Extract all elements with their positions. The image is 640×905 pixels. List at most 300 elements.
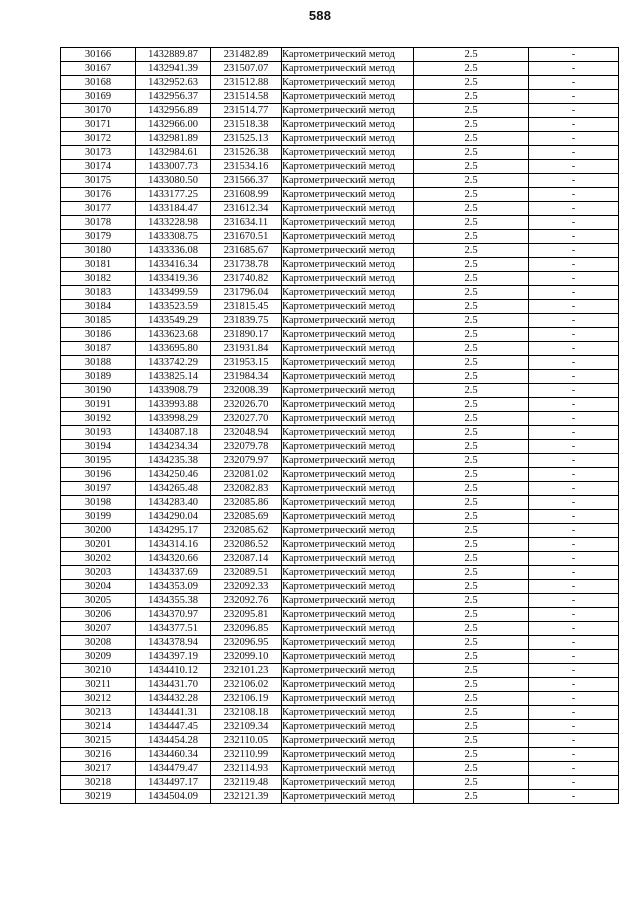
accuracy-cell: 2.5 xyxy=(414,720,529,734)
table-row xyxy=(61,118,619,132)
extra-cell: - xyxy=(529,664,619,678)
accuracy-cell: 2.5 xyxy=(414,48,529,62)
extra-cell: - xyxy=(529,286,619,300)
extra-cell: - xyxy=(529,342,619,356)
x-coordinate-cell: 1433695.80 xyxy=(136,342,211,356)
extra-cell: - xyxy=(529,426,619,440)
method-cell: Картометрический метод xyxy=(282,132,414,146)
point-number-cell: 30176 xyxy=(61,188,136,202)
accuracy-cell: 2.5 xyxy=(414,692,529,706)
method-cell: Картометрический метод xyxy=(282,300,414,314)
y-coordinate-cell: 232099.10 xyxy=(211,650,282,664)
x-coordinate-cell: 1433419.36 xyxy=(136,272,211,286)
y-coordinate-cell: 231634.11 xyxy=(211,216,282,230)
point-number-cell: 30202 xyxy=(61,552,136,566)
x-coordinate-cell: 1434265.48 xyxy=(136,482,211,496)
method-cell: Картометрический метод xyxy=(282,678,414,692)
accuracy-cell: 2.5 xyxy=(414,566,529,580)
y-coordinate-cell: 232121.39 xyxy=(211,790,282,804)
accuracy-cell: 2.5 xyxy=(414,188,529,202)
extra-cell: - xyxy=(529,748,619,762)
extra-cell: - xyxy=(529,48,619,62)
extra-cell: - xyxy=(529,496,619,510)
point-number-cell: 30169 xyxy=(61,90,136,104)
accuracy-cell: 2.5 xyxy=(414,328,529,342)
accuracy-cell: 2.5 xyxy=(414,202,529,216)
x-coordinate-cell: 1433336.08 xyxy=(136,244,211,258)
table-row xyxy=(61,132,619,146)
table-row xyxy=(61,202,619,216)
extra-cell: - xyxy=(529,174,619,188)
y-coordinate-cell: 232048.94 xyxy=(211,426,282,440)
method-cell: Картометрический метод xyxy=(282,230,414,244)
method-cell: Картометрический метод xyxy=(282,342,414,356)
extra-cell: - xyxy=(529,62,619,76)
x-coordinate-cell: 1434447.45 xyxy=(136,720,211,734)
x-coordinate-cell: 1434497.17 xyxy=(136,776,211,790)
accuracy-cell: 2.5 xyxy=(414,104,529,118)
x-coordinate-cell: 1433228.98 xyxy=(136,216,211,230)
accuracy-cell: 2.5 xyxy=(414,384,529,398)
y-coordinate-cell: 232101.23 xyxy=(211,664,282,678)
method-cell: Картометрический метод xyxy=(282,790,414,804)
point-number-cell: 30199 xyxy=(61,510,136,524)
point-number-cell: 30204 xyxy=(61,580,136,594)
x-coordinate-cell: 1434314.16 xyxy=(136,538,211,552)
table-row xyxy=(61,510,619,524)
point-number-cell: 30184 xyxy=(61,300,136,314)
x-coordinate-cell: 1433825.14 xyxy=(136,370,211,384)
point-number-cell: 30181 xyxy=(61,258,136,272)
y-coordinate-cell: 231525.13 xyxy=(211,132,282,146)
x-coordinate-cell: 1432956.37 xyxy=(136,90,211,104)
coordinates-table-body xyxy=(61,48,619,804)
accuracy-cell: 2.5 xyxy=(414,748,529,762)
point-number-cell: 30203 xyxy=(61,566,136,580)
x-coordinate-cell: 1434353.09 xyxy=(136,580,211,594)
x-coordinate-cell: 1433993.88 xyxy=(136,398,211,412)
y-coordinate-cell: 231534.16 xyxy=(211,160,282,174)
table-row xyxy=(61,258,619,272)
extra-cell: - xyxy=(529,608,619,622)
table-row xyxy=(61,538,619,552)
x-coordinate-cell: 1433523.59 xyxy=(136,300,211,314)
y-coordinate-cell: 232106.02 xyxy=(211,678,282,692)
method-cell: Картометрический метод xyxy=(282,566,414,580)
y-coordinate-cell: 231738.78 xyxy=(211,258,282,272)
point-number-cell: 30205 xyxy=(61,594,136,608)
point-number-cell: 30213 xyxy=(61,706,136,720)
y-coordinate-cell: 231514.77 xyxy=(211,104,282,118)
extra-cell: - xyxy=(529,706,619,720)
extra-cell: - xyxy=(529,720,619,734)
accuracy-cell: 2.5 xyxy=(414,314,529,328)
table-row xyxy=(61,426,619,440)
table-row xyxy=(61,76,619,90)
point-number-cell: 30174 xyxy=(61,160,136,174)
accuracy-cell: 2.5 xyxy=(414,762,529,776)
point-number-cell: 30218 xyxy=(61,776,136,790)
x-coordinate-cell: 1433499.59 xyxy=(136,286,211,300)
method-cell: Картометрический метод xyxy=(282,748,414,762)
accuracy-cell: 2.5 xyxy=(414,440,529,454)
extra-cell: - xyxy=(529,104,619,118)
y-coordinate-cell: 231984.34 xyxy=(211,370,282,384)
extra-cell: - xyxy=(529,524,619,538)
y-coordinate-cell: 231796.04 xyxy=(211,286,282,300)
extra-cell: - xyxy=(529,538,619,552)
accuracy-cell: 2.5 xyxy=(414,552,529,566)
point-number-cell: 30216 xyxy=(61,748,136,762)
table-row xyxy=(61,524,619,538)
method-cell: Картометрический метод xyxy=(282,580,414,594)
x-coordinate-cell: 1434370.97 xyxy=(136,608,211,622)
table-row xyxy=(61,286,619,300)
x-coordinate-cell: 1432941.39 xyxy=(136,62,211,76)
extra-cell: - xyxy=(529,650,619,664)
point-number-cell: 30197 xyxy=(61,482,136,496)
table-row xyxy=(61,566,619,580)
accuracy-cell: 2.5 xyxy=(414,790,529,804)
table-row xyxy=(61,776,619,790)
method-cell: Картометрический метод xyxy=(282,524,414,538)
point-number-cell: 30182 xyxy=(61,272,136,286)
table-row xyxy=(61,412,619,426)
accuracy-cell: 2.5 xyxy=(414,370,529,384)
y-coordinate-cell: 231740.82 xyxy=(211,272,282,286)
x-coordinate-cell: 1434295.17 xyxy=(136,524,211,538)
table-row xyxy=(61,398,619,412)
accuracy-cell: 2.5 xyxy=(414,510,529,524)
accuracy-cell: 2.5 xyxy=(414,622,529,636)
method-cell: Картометрический метод xyxy=(282,496,414,510)
table-row xyxy=(61,440,619,454)
method-cell: Картометрический метод xyxy=(282,440,414,454)
extra-cell: - xyxy=(529,272,619,286)
accuracy-cell: 2.5 xyxy=(414,580,529,594)
method-cell: Картометрический метод xyxy=(282,510,414,524)
table-row xyxy=(61,328,619,342)
point-number-cell: 30186 xyxy=(61,328,136,342)
point-number-cell: 30188 xyxy=(61,356,136,370)
table-row xyxy=(61,650,619,664)
table-row xyxy=(61,608,619,622)
extra-cell: - xyxy=(529,230,619,244)
method-cell: Картометрический метод xyxy=(282,384,414,398)
y-coordinate-cell: 231670.51 xyxy=(211,230,282,244)
extra-cell: - xyxy=(529,216,619,230)
y-coordinate-cell: 231514.58 xyxy=(211,90,282,104)
table-row xyxy=(61,720,619,734)
accuracy-cell: 2.5 xyxy=(414,146,529,160)
table-row xyxy=(61,48,619,62)
table-row xyxy=(61,692,619,706)
extra-cell: - xyxy=(529,132,619,146)
accuracy-cell: 2.5 xyxy=(414,398,529,412)
extra-cell: - xyxy=(529,468,619,482)
y-coordinate-cell: 232114.93 xyxy=(211,762,282,776)
point-number-cell: 30187 xyxy=(61,342,136,356)
point-number-cell: 30198 xyxy=(61,496,136,510)
extra-cell: - xyxy=(529,482,619,496)
method-cell: Картометрический метод xyxy=(282,258,414,272)
x-coordinate-cell: 1434337.69 xyxy=(136,566,211,580)
extra-cell: - xyxy=(529,454,619,468)
y-coordinate-cell: 232092.33 xyxy=(211,580,282,594)
x-coordinate-cell: 1434378.94 xyxy=(136,636,211,650)
x-coordinate-cell: 1432956.89 xyxy=(136,104,211,118)
method-cell: Картометрический метод xyxy=(282,734,414,748)
accuracy-cell: 2.5 xyxy=(414,90,529,104)
y-coordinate-cell: 231815.45 xyxy=(211,300,282,314)
table-row xyxy=(61,790,619,804)
x-coordinate-cell: 1432981.89 xyxy=(136,132,211,146)
point-number-cell: 30209 xyxy=(61,650,136,664)
x-coordinate-cell: 1434235.38 xyxy=(136,454,211,468)
extra-cell: - xyxy=(529,580,619,594)
accuracy-cell: 2.5 xyxy=(414,272,529,286)
x-coordinate-cell: 1433177.25 xyxy=(136,188,211,202)
table-row xyxy=(61,762,619,776)
method-cell: Картометрический метод xyxy=(282,706,414,720)
point-number-cell: 30167 xyxy=(61,62,136,76)
x-coordinate-cell: 1434397.19 xyxy=(136,650,211,664)
x-coordinate-cell: 1434355.38 xyxy=(136,594,211,608)
table-row xyxy=(61,174,619,188)
accuracy-cell: 2.5 xyxy=(414,454,529,468)
x-coordinate-cell: 1433623.68 xyxy=(136,328,211,342)
point-number-cell: 30200 xyxy=(61,524,136,538)
coordinates-table xyxy=(60,47,619,804)
accuracy-cell: 2.5 xyxy=(414,734,529,748)
point-number-cell: 30208 xyxy=(61,636,136,650)
accuracy-cell: 2.5 xyxy=(414,594,529,608)
point-number-cell: 30196 xyxy=(61,468,136,482)
accuracy-cell: 2.5 xyxy=(414,118,529,132)
x-coordinate-cell: 1434441.31 xyxy=(136,706,211,720)
table-row xyxy=(61,622,619,636)
accuracy-cell: 2.5 xyxy=(414,160,529,174)
table-row xyxy=(61,748,619,762)
extra-cell: - xyxy=(529,370,619,384)
point-number-cell: 30217 xyxy=(61,762,136,776)
table-row xyxy=(61,636,619,650)
y-coordinate-cell: 232119.48 xyxy=(211,776,282,790)
accuracy-cell: 2.5 xyxy=(414,482,529,496)
extra-cell: - xyxy=(529,118,619,132)
extra-cell: - xyxy=(529,776,619,790)
x-coordinate-cell: 1434454.28 xyxy=(136,734,211,748)
y-coordinate-cell: 232108.18 xyxy=(211,706,282,720)
x-coordinate-cell: 1433908.79 xyxy=(136,384,211,398)
extra-cell: - xyxy=(529,258,619,272)
method-cell: Картометрический метод xyxy=(282,776,414,790)
table-row xyxy=(61,496,619,510)
accuracy-cell: 2.5 xyxy=(414,244,529,258)
extra-cell: - xyxy=(529,188,619,202)
extra-cell: - xyxy=(529,412,619,426)
x-coordinate-cell: 1434460.34 xyxy=(136,748,211,762)
method-cell: Картометрический метод xyxy=(282,356,414,370)
x-coordinate-cell: 1434290.04 xyxy=(136,510,211,524)
extra-cell: - xyxy=(529,160,619,174)
table-row xyxy=(61,370,619,384)
accuracy-cell: 2.5 xyxy=(414,636,529,650)
method-cell: Картометрический метод xyxy=(282,468,414,482)
x-coordinate-cell: 1433998.29 xyxy=(136,412,211,426)
table-row xyxy=(61,482,619,496)
extra-cell: - xyxy=(529,692,619,706)
point-number-cell: 30172 xyxy=(61,132,136,146)
y-coordinate-cell: 232086.52 xyxy=(211,538,282,552)
y-coordinate-cell: 232079.97 xyxy=(211,454,282,468)
extra-cell: - xyxy=(529,790,619,804)
accuracy-cell: 2.5 xyxy=(414,356,529,370)
x-coordinate-cell: 1433416.34 xyxy=(136,258,211,272)
point-number-cell: 30212 xyxy=(61,692,136,706)
accuracy-cell: 2.5 xyxy=(414,300,529,314)
accuracy-cell: 2.5 xyxy=(414,76,529,90)
y-coordinate-cell: 232089.51 xyxy=(211,566,282,580)
method-cell: Картометрический метод xyxy=(282,90,414,104)
point-number-cell: 30168 xyxy=(61,76,136,90)
x-coordinate-cell: 1433007.73 xyxy=(136,160,211,174)
point-number-cell: 30189 xyxy=(61,370,136,384)
method-cell: Картометрический метод xyxy=(282,412,414,426)
table-row xyxy=(61,300,619,314)
y-coordinate-cell: 231507.07 xyxy=(211,62,282,76)
accuracy-cell: 2.5 xyxy=(414,132,529,146)
table-row xyxy=(61,90,619,104)
y-coordinate-cell: 231512.88 xyxy=(211,76,282,90)
extra-cell: - xyxy=(529,762,619,776)
table-row xyxy=(61,678,619,692)
y-coordinate-cell: 231612.34 xyxy=(211,202,282,216)
method-cell: Картометрический метод xyxy=(282,174,414,188)
point-number-cell: 30211 xyxy=(61,678,136,692)
x-coordinate-cell: 1432952.63 xyxy=(136,76,211,90)
extra-cell: - xyxy=(529,552,619,566)
y-coordinate-cell: 231890.17 xyxy=(211,328,282,342)
method-cell: Картометрический метод xyxy=(282,76,414,90)
point-number-cell: 30173 xyxy=(61,146,136,160)
accuracy-cell: 2.5 xyxy=(414,412,529,426)
method-cell: Картометрический метод xyxy=(282,202,414,216)
y-coordinate-cell: 232109.34 xyxy=(211,720,282,734)
method-cell: Картометрический метод xyxy=(282,104,414,118)
x-coordinate-cell: 1434283.40 xyxy=(136,496,211,510)
accuracy-cell: 2.5 xyxy=(414,496,529,510)
point-number-cell: 30179 xyxy=(61,230,136,244)
point-number-cell: 30215 xyxy=(61,734,136,748)
extra-cell: - xyxy=(529,566,619,580)
extra-cell: - xyxy=(529,734,619,748)
y-coordinate-cell: 232110.05 xyxy=(211,734,282,748)
table-row xyxy=(61,454,619,468)
point-number-cell: 30170 xyxy=(61,104,136,118)
table-row xyxy=(61,104,619,118)
accuracy-cell: 2.5 xyxy=(414,608,529,622)
table-row xyxy=(61,230,619,244)
x-coordinate-cell: 1433184.47 xyxy=(136,202,211,216)
method-cell: Картометрический метод xyxy=(282,762,414,776)
table-row xyxy=(61,594,619,608)
point-number-cell: 30201 xyxy=(61,538,136,552)
x-coordinate-cell: 1434087.18 xyxy=(136,426,211,440)
point-number-cell: 30192 xyxy=(61,412,136,426)
y-coordinate-cell: 232008.39 xyxy=(211,384,282,398)
table-row xyxy=(61,244,619,258)
accuracy-cell: 2.5 xyxy=(414,678,529,692)
table-row xyxy=(61,384,619,398)
y-coordinate-cell: 232085.62 xyxy=(211,524,282,538)
y-coordinate-cell: 232085.69 xyxy=(211,510,282,524)
method-cell: Картометрический метод xyxy=(282,314,414,328)
accuracy-cell: 2.5 xyxy=(414,216,529,230)
x-coordinate-cell: 1434234.34 xyxy=(136,440,211,454)
extra-cell: - xyxy=(529,636,619,650)
table-row xyxy=(61,188,619,202)
method-cell: Картометрический метод xyxy=(282,482,414,496)
method-cell: Картометрический метод xyxy=(282,426,414,440)
point-number-cell: 30206 xyxy=(61,608,136,622)
y-coordinate-cell: 232092.76 xyxy=(211,594,282,608)
accuracy-cell: 2.5 xyxy=(414,524,529,538)
extra-cell: - xyxy=(529,328,619,342)
accuracy-cell: 2.5 xyxy=(414,706,529,720)
x-coordinate-cell: 1432889.87 xyxy=(136,48,211,62)
method-cell: Картометрический метод xyxy=(282,272,414,286)
point-number-cell: 30183 xyxy=(61,286,136,300)
point-number-cell: 30171 xyxy=(61,118,136,132)
method-cell: Картометрический метод xyxy=(282,608,414,622)
x-coordinate-cell: 1432966.00 xyxy=(136,118,211,132)
accuracy-cell: 2.5 xyxy=(414,650,529,664)
point-number-cell: 30214 xyxy=(61,720,136,734)
y-coordinate-cell: 232082.83 xyxy=(211,482,282,496)
method-cell: Картометрический метод xyxy=(282,286,414,300)
accuracy-cell: 2.5 xyxy=(414,426,529,440)
method-cell: Картометрический метод xyxy=(282,188,414,202)
extra-cell: - xyxy=(529,314,619,328)
method-cell: Картометрический метод xyxy=(282,328,414,342)
extra-cell: - xyxy=(529,622,619,636)
method-cell: Картометрический метод xyxy=(282,398,414,412)
method-cell: Картометрический метод xyxy=(282,692,414,706)
accuracy-cell: 2.5 xyxy=(414,258,529,272)
y-coordinate-cell: 232096.95 xyxy=(211,636,282,650)
method-cell: Картометрический метод xyxy=(282,244,414,258)
method-cell: Картометрический метод xyxy=(282,454,414,468)
x-coordinate-cell: 1434320.66 xyxy=(136,552,211,566)
y-coordinate-cell: 231482.89 xyxy=(211,48,282,62)
y-coordinate-cell: 231566.37 xyxy=(211,174,282,188)
x-coordinate-cell: 1433549.29 xyxy=(136,314,211,328)
extra-cell: - xyxy=(529,510,619,524)
table-row xyxy=(61,356,619,370)
point-number-cell: 30180 xyxy=(61,244,136,258)
table-row xyxy=(61,706,619,720)
y-coordinate-cell: 231685.67 xyxy=(211,244,282,258)
method-cell: Картометрический метод xyxy=(282,146,414,160)
accuracy-cell: 2.5 xyxy=(414,538,529,552)
y-coordinate-cell: 232085.86 xyxy=(211,496,282,510)
table-row xyxy=(61,272,619,286)
x-coordinate-cell: 1434410.12 xyxy=(136,664,211,678)
method-cell: Картометрический метод xyxy=(282,160,414,174)
y-coordinate-cell: 232095.81 xyxy=(211,608,282,622)
x-coordinate-cell: 1433742.29 xyxy=(136,356,211,370)
